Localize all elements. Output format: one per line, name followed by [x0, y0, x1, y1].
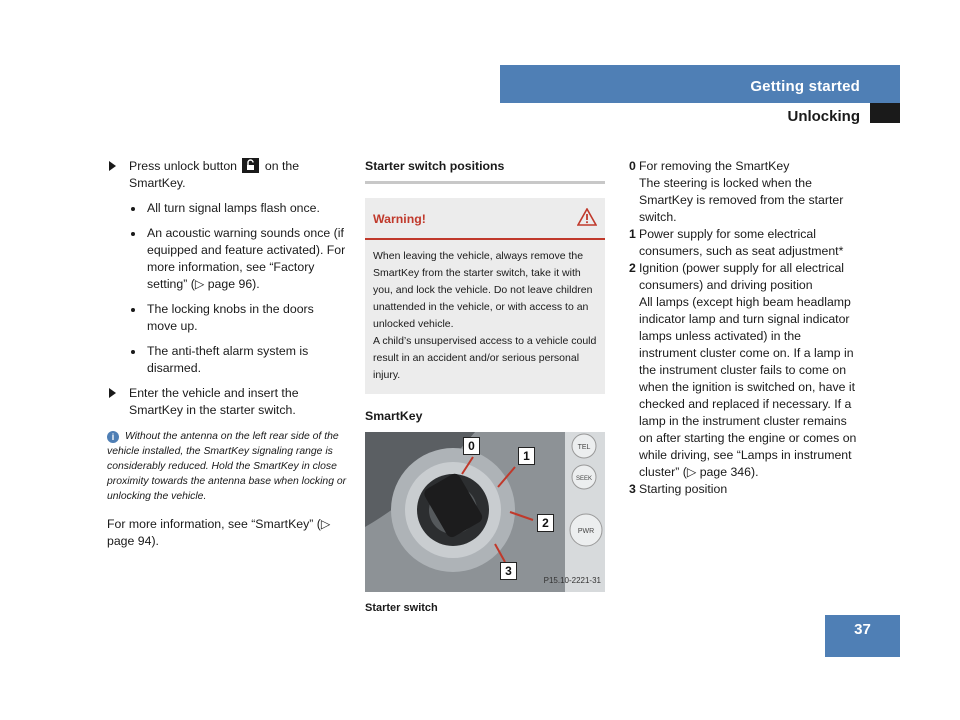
heading-rule [365, 181, 605, 184]
step-insert-smartkey: Enter the vehicle and insert the SmartKey in the starter switch. [107, 385, 347, 419]
right-column [629, 158, 861, 498]
warning-label: Warning! [373, 212, 426, 226]
info-icon: i [107, 431, 119, 443]
bullet-item: An acoustic warning sounds once (if equipped and feature activated). For more information, see “Factory setting” (▷ page 96). [107, 225, 347, 293]
position-item: 1 Power supply for some electrical consumers, such as seat adjustment* [629, 227, 844, 258]
position-label-3: 3 [500, 562, 517, 580]
position-item: 3 Starting position [629, 482, 728, 496]
warning-paragraph: A child’s unsupervised access to a vehicle could result in an accident and/or serious personal injury. [373, 335, 597, 381]
header-tab-marker [870, 103, 900, 123]
starter-switch-heading: Starter switch positions [365, 159, 505, 173]
starter-switch-photo [365, 432, 605, 592]
position-item: 2 Ignition (power supply for all electrical consumers) and driving position All lamps (except high beam headlamp indicator lamp and turn signal indicator lamps unless activated) in the instrument cluster come on. If a lamp in the instrument cluster fails to come on when the ignition is switched on, have it checked and replaced if necessary. If a lamp in the instrument cluster remains on after starting the engine or comes on while driving, see “Lamps in instrument cluster” (▷ page 346). [629, 261, 857, 479]
section-title: Getting started [750, 78, 860, 95]
info-note: i Without the antenna on the left rear side of the vehicle installed, the SmartKey signaling range is considerably reduced. Hold the SmartKey in close proximity towards the antenna base when locking or unlocking the vehicle. [107, 431, 347, 502]
more-info-text: For more information, see “SmartKey” (▷ page 94). [107, 517, 331, 548]
left-column [107, 158, 347, 550]
warning-paragraph: When leaving the vehicle, always remove the SmartKey from the starter switch, take it with you, and lock the vehicle. Do not leave children unattended in the vehicle, or with access to an unlocked vehicle. [373, 250, 593, 330]
arrow-icon [109, 161, 116, 171]
warning-icon [577, 208, 597, 231]
arrow-icon [109, 388, 116, 398]
page-number: 37 [825, 615, 900, 657]
middle-column [365, 158, 605, 617]
warning-box [365, 198, 605, 394]
unlock-button-icon [242, 158, 259, 173]
smartkey-heading: SmartKey [365, 409, 423, 423]
warning-rule [365, 238, 605, 240]
bullet-item: All turn signal lamps flash once. [107, 200, 347, 217]
step-press-unlock: Press unlock button on the SmartKey. [107, 158, 347, 192]
photo-code: P15.10-2221-31 [543, 576, 601, 585]
position-label-2: 2 [537, 514, 554, 532]
position-label-0: 0 [463, 437, 480, 455]
bullet-item: The anti-theft alarm system is disarmed. [107, 343, 347, 377]
tel-button-text: TEL [577, 444, 591, 451]
bullet-item: The locking knobs in the doors move up. [107, 301, 347, 335]
position-item: 0 For removing the SmartKey The steering is locked when the SmartKey is removed from the starter switch. [629, 159, 844, 224]
seek-button-text: SEEK [575, 476, 593, 482]
subsection-title: Unlocking [787, 108, 860, 125]
pwr-button-text: PWR [577, 528, 595, 535]
figure-caption: Starter switch [365, 602, 438, 614]
position-label-1: 1 [518, 447, 535, 465]
